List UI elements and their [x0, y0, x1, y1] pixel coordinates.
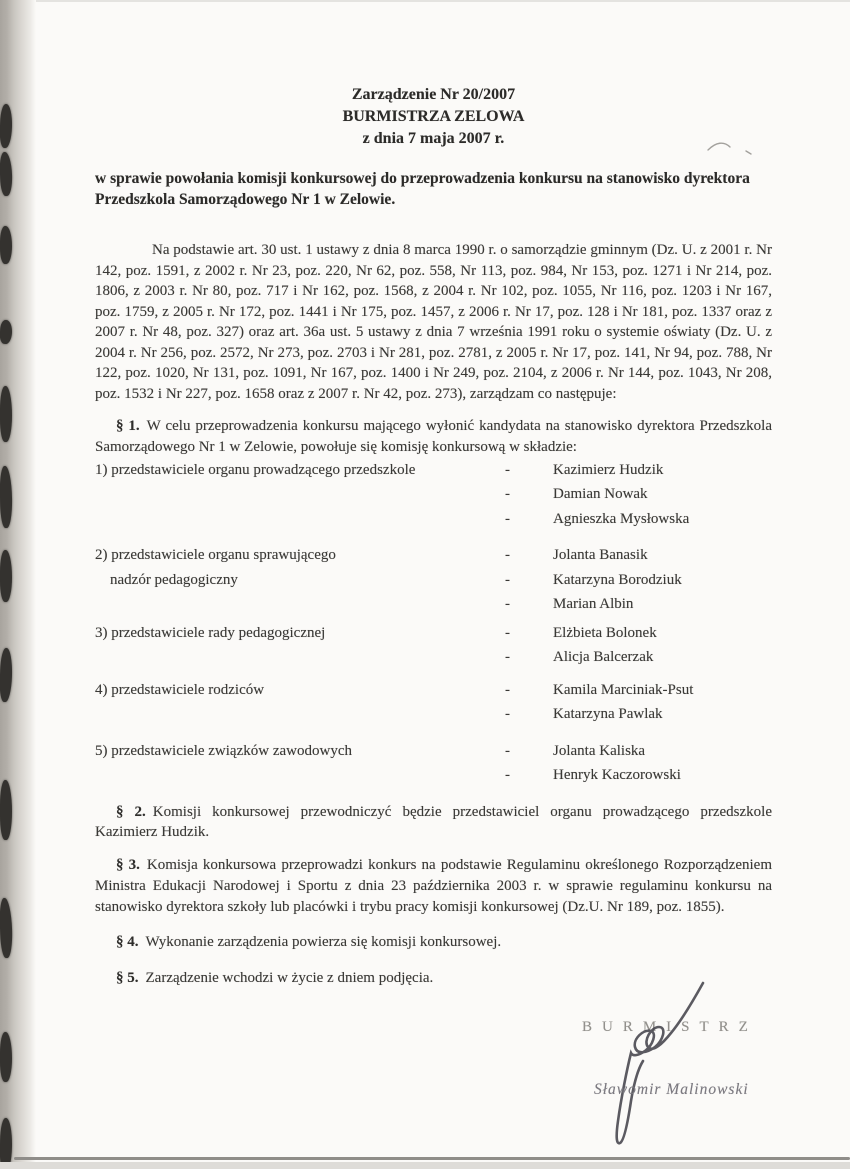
member-name: Henryk Kaczorowski	[553, 767, 681, 784]
member-row	[505, 645, 772, 670]
member-dash: -	[505, 767, 510, 784]
section-3-number: § 3.	[116, 857, 140, 874]
member-row	[505, 458, 772, 483]
signature-name: Sławomir Malinowski	[594, 1081, 749, 1098]
member-name: Agnieszka Mysłowska	[553, 510, 690, 527]
group-1-label: 1) przedstawiciele organu prowadzącego przedszkole	[95, 461, 416, 478]
section-1-number: § 1.	[116, 418, 140, 434]
member-dash: -	[505, 486, 510, 503]
member-name: Elżbieta Bolonek	[553, 624, 657, 641]
committee-group-4	[95, 678, 772, 727]
group-5-label: 5) przedstawiciele związków zawodowych	[95, 742, 352, 759]
member-name: Alicja Balcerzak	[553, 649, 654, 666]
ordinance-date: z dnia 7 maja 2007 r.	[362, 130, 505, 147]
ordinance-number: Zarządzenie Nr 20/2007	[351, 86, 516, 103]
member-dash: -	[505, 510, 510, 527]
group-2-label-line2: nadzór pedagogiczny	[110, 571, 238, 588]
binding-mark	[0, 320, 13, 345]
member-row	[505, 739, 772, 764]
subject-line: w sprawie powołania komisji konkursowej do przeprowadzenia konkursu na stanowisko dyrektora Przedszkola Samorządowego Nr 1 w Zelowie.	[95, 170, 750, 208]
handwritten-signature	[585, 975, 725, 1155]
member-row	[505, 678, 772, 703]
binding-mark	[0, 104, 13, 148]
committee-group-5	[95, 739, 772, 788]
member-name: Jolanta Kaliska	[553, 742, 646, 759]
member-dash: -	[505, 742, 510, 759]
scan-bottom-band	[0, 1162, 850, 1169]
section-3-text: Komisja konkursowa przeprowadzi konkurs na podstawie Regulaminu określonego Rozporządzeniem Ministra Edukacji Narodowej i Sportu z dnia 23 października 2003 r. w sprawie regulaminu konkursu na stanowisko dyrektora szkoły lub placówki i trybu pracy komisji konkursowej (Dz.U. Nr 189, poz. 1855).	[95, 857, 772, 915]
member-dash: -	[505, 571, 510, 588]
member-row	[505, 507, 772, 532]
member-name: Katarzyna Pawlak	[553, 706, 663, 723]
member-name: Kazimierz Hudzik	[553, 461, 664, 478]
member-name: Kamila Marciniak-Psut	[553, 681, 694, 698]
signature-title: BURMISTRZ	[582, 1019, 758, 1035]
binding-mark	[0, 152, 13, 196]
committee-group-2	[95, 543, 772, 617]
section-5-number: § 5.	[116, 970, 139, 987]
member-row	[505, 592, 772, 617]
ordinance-issuer: BURMISTRZA ZELOWA	[342, 108, 525, 125]
member-row	[505, 568, 772, 593]
member-dash: -	[505, 547, 510, 564]
member-name: Damian Nowak	[553, 486, 648, 503]
binding-mark	[0, 1032, 12, 1082]
member-row	[505, 763, 772, 788]
section-4-number: § 4.	[116, 933, 139, 950]
binding-mark	[0, 466, 13, 528]
section-2-paragraph	[95, 802, 772, 844]
group-4-label: 4) przedstawiciele rodziców	[95, 681, 265, 698]
member-name: Marian Albin	[553, 596, 634, 613]
group-3-label: 3) przedstawiciele rady pedagogicznej	[95, 624, 326, 641]
group-2-label: 2) przedstawiciele organu sprawującego	[95, 547, 336, 564]
member-row	[505, 702, 772, 727]
member-row	[505, 621, 772, 646]
member-dash: -	[505, 461, 510, 478]
committee-group-3	[95, 621, 772, 670]
binding-mark	[0, 386, 12, 442]
member-dash: -	[505, 681, 510, 698]
member-row	[505, 543, 772, 568]
document-header	[95, 84, 772, 150]
member-name: Jolanta Banasik	[553, 547, 648, 564]
committee-group-1	[95, 458, 772, 532]
binding-mark	[0, 648, 13, 702]
scan-bottom-edge	[14, 1157, 850, 1160]
binding-mark	[0, 898, 13, 958]
section-2-text: Komisji konkursowej przewodniczyć będzie przedstawiciel organu prowadzącego przedszkole Kazimierz Hudzik.	[95, 803, 772, 841]
member-dash: -	[505, 596, 510, 613]
binding-mark	[0, 780, 12, 840]
section-1-text: W celu przeprowadzenia konkursu mającego wyłonić kandydata na stanowisko dyrektora Przedszkola Samorządowego Nr 1 w Zelowie, powołuje się komisję konkursową w składzie:	[95, 418, 772, 455]
document-content	[95, 0, 772, 989]
section-4-paragraph	[95, 932, 772, 953]
section-1-paragraph	[95, 416, 772, 458]
signature-block	[578, 1003, 793, 1163]
member-dash: -	[505, 649, 510, 666]
scan-edge	[0, 0, 36, 1169]
committee-list	[95, 458, 772, 788]
section-4-text: Wykonanie zarządzenia powierza się komisji konkursowej.	[145, 933, 502, 950]
legal-basis-paragraph: Na podstawie art. 30 ust. 1 ustawy z dnia 8 marca 1990 r. o samorządzie gminnym (Dz. U. z 2001 r. Nr 142, poz. 1591, z 2002 r. Nr 23, poz. 220, Nr 62, poz. 558, Nr 113, poz. 984, Nr 153, poz. 1271 i Nr 214, poz. 1806, z 2003 r. Nr 80, poz. 717 i Nr 162, poz. 1568, z 2004 r. Nr 102, poz. 1055, Nr 116, poz. 1203 i Nr 167, poz. 1759, z 2005 r. Nr 172, poz. 1441 i Nr 175, poz. 1457, z 2006 r. Nr 17, poz. 128 i Nr 181, poz. 1337 oraz z 2007 r. Nr 48, poz. 327) oraz art. 36a ust. 5 ustawy z dnia 7 września 1991 roku o systemie oświaty (Dz. U. z 2004 r. Nr 256, poz. 2572, Nr 273, poz. 2703 i Nr 281, poz. 2781, z 2005 r. Nr 17, poz. 141, Nr 94, poz. 788, Nr 122, poz. 1020, Nr 131, poz. 1091, Nr 167, poz. 1400 i Nr 249, poz. 2104, z 2006 r. Nr 144, poz. 1043, Nr 208, poz. 1532 i Nr 227, poz. 1658 oraz z 2007 r. Nr 42, poz. 273), zarządzam co następuje:	[95, 242, 772, 402]
member-row	[505, 482, 772, 507]
section-3-paragraph	[95, 855, 772, 917]
member-dash: -	[505, 706, 510, 723]
section-2-number: § 2.	[116, 803, 146, 820]
section-5-text: Zarządzenie wchodzi w życie z dniem podjęcia.	[145, 970, 434, 987]
member-name: Katarzyna Borodziuk	[553, 571, 682, 588]
member-dash: -	[505, 624, 510, 641]
binding-mark	[0, 226, 12, 264]
binding-mark	[0, 550, 12, 602]
